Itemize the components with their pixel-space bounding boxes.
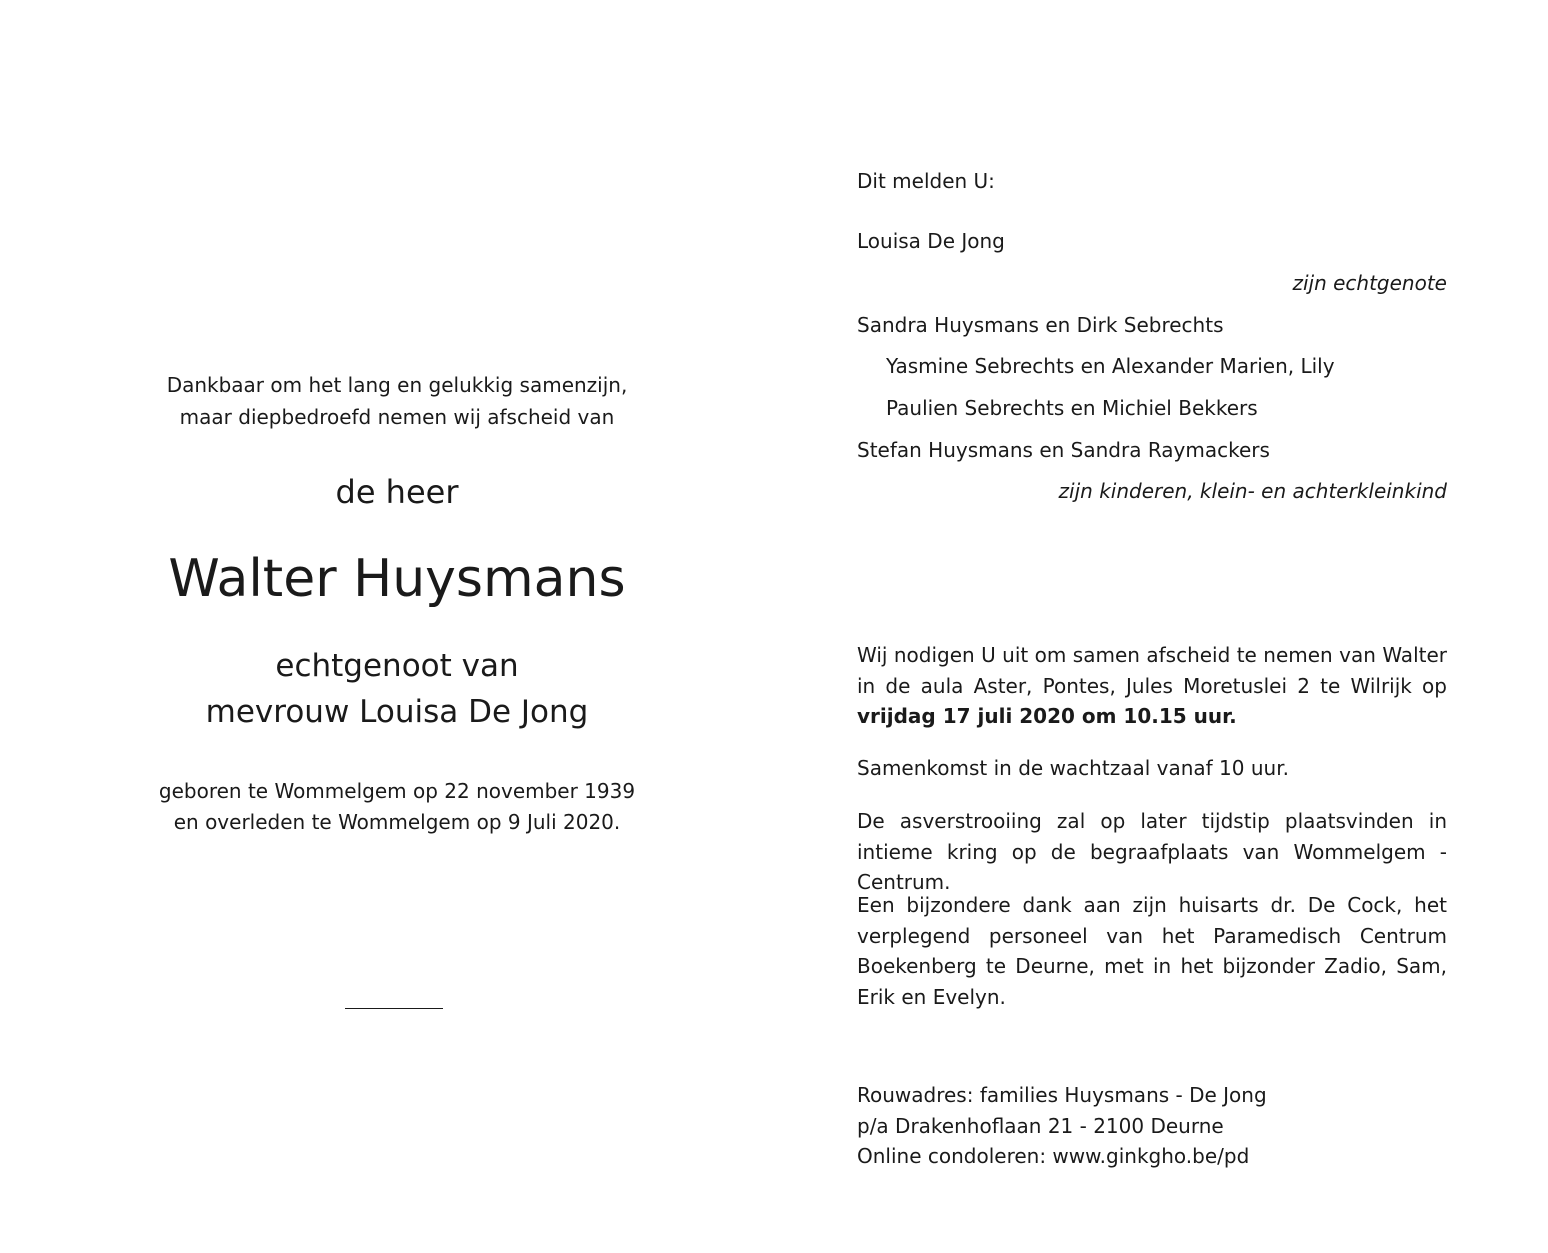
- address-line-1: Rouwadres: families Huysmans - De Jong: [857, 1083, 1267, 1107]
- intro-text: [96, 369, 698, 433]
- scattering-paragraph: De asverstrooiing zal op later tijdstip plaatsvinden in intieme kring op de begraafplaats van Wommelgem - Centrum.: [857, 809, 1447, 894]
- title-de-heer: de heer: [335, 473, 459, 511]
- family-child-1: Sandra Huysmans en Dirk Sebrechts: [857, 313, 1224, 337]
- died-line: en overleden te Wommelgem op 9 Juli 2020.: [173, 810, 621, 834]
- invitation-datetime: vrijdag 17 juli 2020 om 10.15 uur.: [857, 704, 1237, 728]
- born-line: geboren te Wommelgem op 22 november 1939: [158, 779, 636, 803]
- spouse-info: [96, 643, 698, 735]
- deceased-name: Walter Huysmans: [168, 549, 626, 609]
- invitation-paragraph: [857, 640, 1447, 732]
- family-children-role: zijn kinderen, klein- en achterkleinkind: [1058, 479, 1447, 503]
- family-grandchild-1: Yasmine Sebrechts en Alexander Marien, Lily: [886, 354, 1335, 378]
- address-line-2: p/a Drakenhoflaan 21 - 2100 Deurne: [857, 1113, 1224, 1138]
- invitation-text: Wij nodigen U uit om samen afscheid te nemen van Walter in de aula Aster, Pontes, Jules Moretuslei 2 te Wilrijk op: [857, 643, 1447, 698]
- announce-heading: Dit melden U:: [857, 169, 995, 193]
- family-grandchild-2: Paulien Sebrechts en Michiel Bekkers: [886, 396, 1258, 420]
- family-spouse-role: zijn echtgenote: [1292, 271, 1447, 295]
- thanks-paragraph: Een bijzondere dank aan zijn huisarts dr. De Cock, het verplegend personeel van het Paramedisch Centrum Boekenberg te Deurne, met in het bijzonder Zadio, Sam, Erik en Evelyn.: [857, 893, 1447, 1009]
- family-spouse-name: Louisa De Jong: [857, 229, 1005, 253]
- spouse-line-2: mevrouw Louisa De Jong: [205, 694, 589, 730]
- gathering-paragraph: Samenkomst in de wachtzaal vanaf 10 uur.: [857, 756, 1289, 780]
- life-dates: [96, 776, 698, 838]
- spouse-line-1: echtgenoot van: [275, 648, 519, 684]
- intro-line-2: maar diepbedroefd nemen wij afscheid van: [179, 405, 615, 429]
- family-child-2: Stefan Huysmans en Sandra Raymackers: [857, 438, 1270, 462]
- address-line-3: Online condoleren: www.ginkgho.be/pd: [857, 1144, 1250, 1168]
- mourning-address: [857, 1080, 1447, 1172]
- intro-line-1: Dankbaar om het lang en gelukkig samenzijn,: [166, 373, 628, 397]
- divider-line: [345, 1008, 443, 1009]
